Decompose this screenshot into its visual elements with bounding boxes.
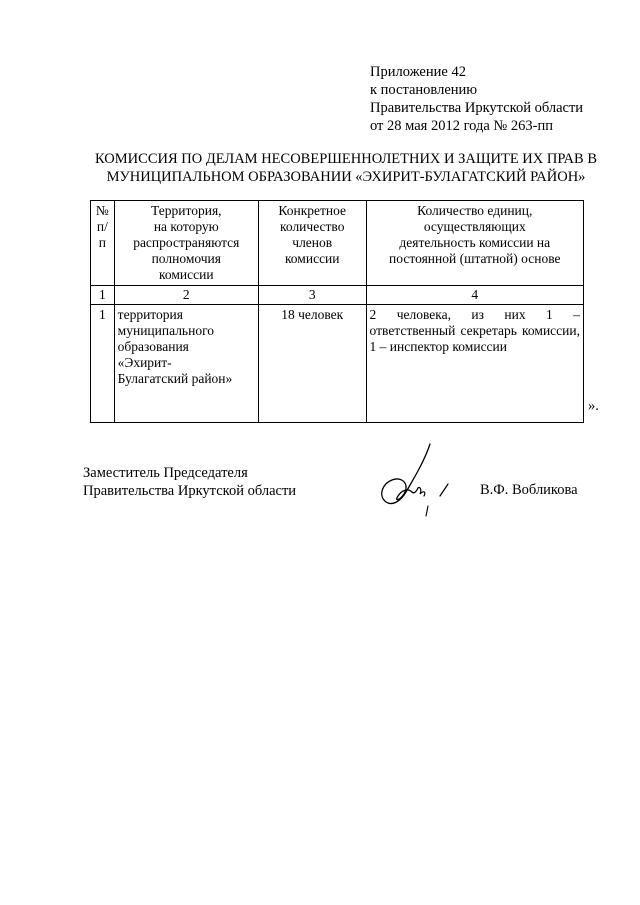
annex-line: Приложение 42 [370, 64, 466, 80]
row-number: 1 [91, 305, 115, 423]
table-row [91, 305, 584, 423]
document-title [80, 150, 612, 186]
row-members: 18 человек [258, 305, 366, 423]
table-header-row [91, 201, 584, 286]
column-number-row [91, 286, 584, 305]
header-cell-territory: Территория, на которую распространяются полномочия комиссии [114, 201, 258, 286]
column-number: 1 [91, 286, 115, 305]
annex-block [370, 63, 583, 135]
annex-line: к постановлению [370, 82, 478, 98]
header-cell-members: Конкретное количество членов комиссии [258, 201, 366, 286]
closing-quote: ». [588, 398, 599, 414]
annex-line: от 28 мая 2012 года № 263-пп [370, 118, 553, 134]
row-staff: 2 человека, из них 1 – ответственный секретарь комиссии, 1 – инспектор комиссии [366, 305, 583, 423]
signer-name: В.Ф. Вобликова [480, 482, 578, 498]
column-number: 2 [114, 286, 258, 305]
header-cell-staff: Количество единиц, осуществляющих деятельность комиссии на постоянной (штатной) основе [366, 201, 583, 286]
annex-line: Правительства Иркутской области [370, 100, 584, 116]
signature-icon [368, 440, 464, 524]
column-number: 3 [258, 286, 366, 305]
row-territory: территория муниципального образования «Эхирит- Булагатский район» [114, 305, 258, 423]
commission-table [90, 200, 584, 423]
header-cell-number: № п/п [91, 201, 115, 286]
title-line: КОМИССИЯ ПО ДЕЛАМ НЕСОВЕРШЕННОЛЕТНИХ И ЗАЩИТЕ ИХ ПРАВ В [95, 151, 597, 167]
column-number: 4 [366, 286, 583, 305]
signer-position: Заместитель Председателя Правительства Иркутской области [83, 465, 297, 499]
title-line: МУНИЦИПАЛЬНОМ ОБРАЗОВАНИИ «ЭХИРИТ-БУЛАГАТСКИЙ РАЙОН» [106, 169, 586, 185]
